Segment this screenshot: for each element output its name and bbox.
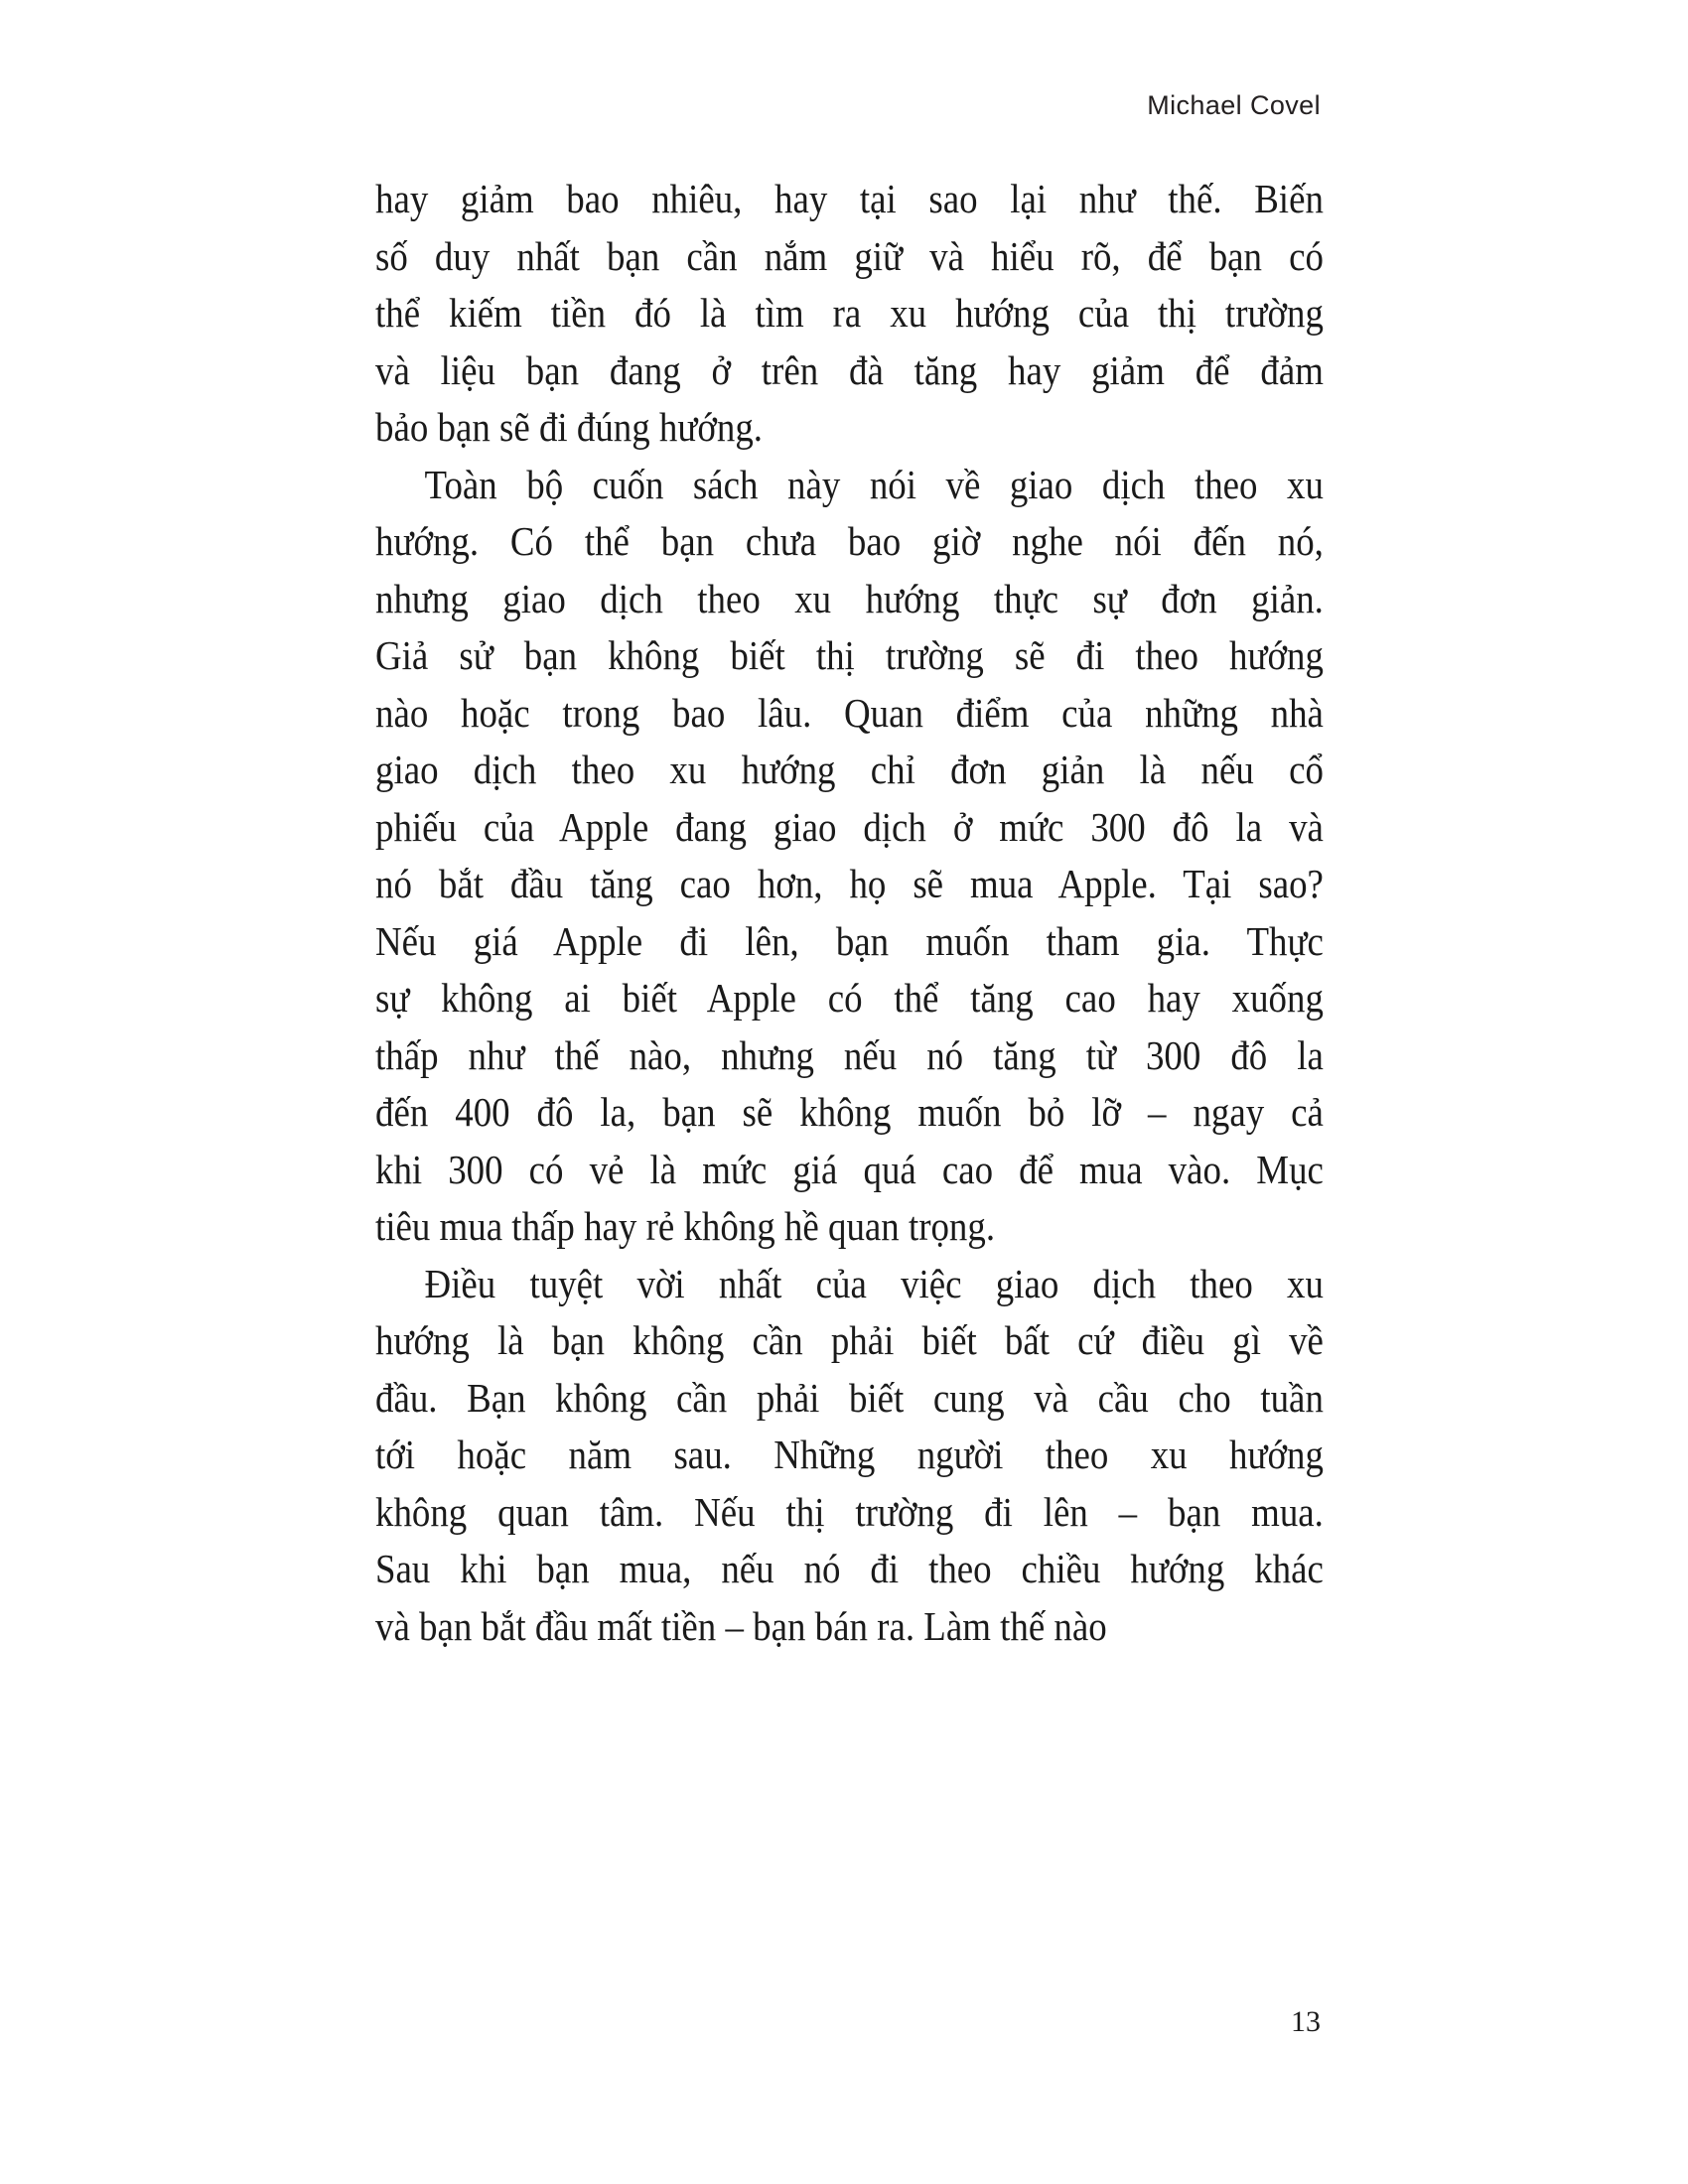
text-line: sự không ai biết Apple có thể tăng cao hay xuống	[375, 975, 1324, 1021]
text-line: tới hoặc năm sau. Những người theo xu hướng	[375, 1432, 1324, 1477]
text-line: phiếu của Apple đang giao dịch ở mức 300 đô la và	[375, 803, 1324, 850]
paragraph-3	[375, 1256, 1324, 1656]
page-number: 13	[1291, 2005, 1321, 2038]
text-line: tiêu mua thấp hay rẻ không hề quan trọng.	[375, 1203, 996, 1249]
text-line: hướng là bạn không cần phải biết bất cứ điều gì về	[375, 1317, 1324, 1363]
text-line: khi 300 có vẻ là mức giá quá cao để mua vào. Mục	[375, 1146, 1324, 1192]
running-head: Michael Covel	[1147, 90, 1321, 120]
text-line: Điều tuyệt vời nhất của việc giao dịch theo xu	[424, 1260, 1324, 1306]
text-line: giao dịch theo xu hướng chỉ đơn giản là nếu cổ	[375, 747, 1324, 792]
text-line: đến 400 đô la, bạn sẽ không muốn bỏ lỡ – ngay cả	[375, 1089, 1324, 1135]
paragraph-1	[375, 171, 1324, 457]
text-line: Toàn bộ cuốn sách này nói về giao dịch theo xu	[424, 461, 1324, 507]
text-line: hướng. Có thể bạn chưa bao giờ nghe nói đến nó,	[375, 518, 1324, 564]
text-line: số duy nhất bạn cần nắm giữ và hiểu rõ, để bạn có	[375, 232, 1324, 279]
text-line: nào hoặc trong bao lâu. Quan điểm của những nhà	[375, 689, 1324, 736]
text-line: Nếu giá Apple đi lên, bạn muốn tham gia. Thực	[375, 917, 1324, 964]
paragraph-2	[375, 457, 1324, 1256]
text-line: nhưng giao dịch theo xu hướng thực sự đơn giản.	[375, 575, 1324, 621]
body-text-block	[375, 171, 1324, 1655]
text-line: hay giảm bao nhiêu, hay tại sao lại như thế. Biến	[375, 176, 1324, 221]
text-line: không quan tâm. Nếu thị trường đi lên – bạn mua.	[375, 1488, 1324, 1535]
text-line: thể kiếm tiền đó là tìm ra xu hướng của thị trường	[375, 290, 1324, 336]
text-line: đầu. Bạn không cần phải biết cung và cầu cho tuần	[375, 1374, 1324, 1421]
text-line: thấp như thế nào, nhưng nếu nó tăng từ 300 đô la	[375, 1031, 1324, 1078]
text-line: và bạn bắt đầu mất tiền – bạn bán ra. Làm thế nào	[375, 1602, 1107, 1649]
text-line: Sau khi bạn mua, nếu nó đi theo chiều hướng khác	[375, 1546, 1324, 1591]
text-line: bảo bạn sẽ đi đúng hướng.	[375, 404, 764, 450]
text-line: nó bắt đầu tăng cao hơn, họ sẽ mua Apple. Tại sao?	[375, 861, 1324, 906]
text-line: Giả sử bạn không biết thị trường sẽ đi theo hướng	[375, 632, 1324, 678]
text-line: và liệu bạn đang ở trên đà tăng hay giảm để đảm	[375, 346, 1324, 393]
